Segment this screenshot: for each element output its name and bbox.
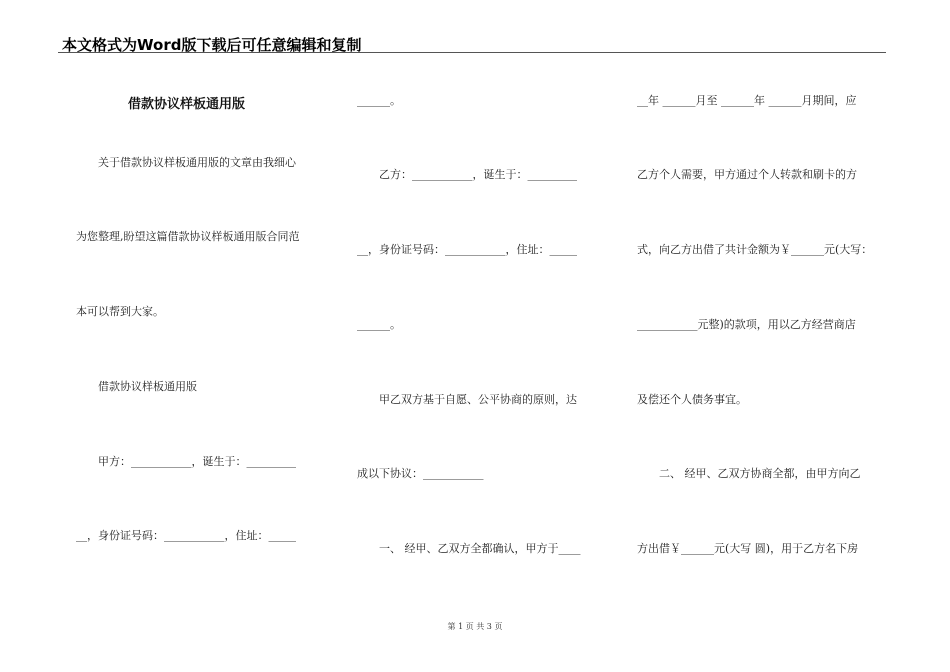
text-line: ______。 bbox=[357, 94, 401, 107]
text-line: 式，向乙方出借了共计金额为￥______元(大写： bbox=[637, 243, 873, 256]
text-line: 方出借￥______元(大写 圆)，用于乙方名下房 bbox=[637, 542, 859, 555]
text-line: ______。 bbox=[357, 318, 401, 331]
text-line: __，身份证号码：___________，住址：_____ bbox=[76, 529, 296, 542]
text-line: 关于借款协议样板通用版的文章由我细心 bbox=[76, 156, 296, 169]
header-divider bbox=[58, 52, 886, 53]
text-line: __，身份证号码：___________，住址：_____ bbox=[357, 243, 577, 256]
text-line: 一、 经甲、乙双方全都确认，甲方于____ bbox=[357, 542, 581, 555]
document-title: 借款协议样板通用版 bbox=[128, 97, 246, 112]
document-header: 本文格式为Word版下载后可任意编辑和复制 bbox=[62, 36, 362, 54]
page-number: 第 1 页 共 3 页 bbox=[447, 622, 503, 631]
text-line: ___________元整)的款项，用以乙方经营商店 bbox=[637, 318, 856, 331]
text-line: 甲方：___________，诞生于：_________ bbox=[76, 455, 296, 468]
text-line: 乙方：___________，诞生于：_________ bbox=[357, 168, 577, 181]
text-line: 本可以帮到大家。 bbox=[76, 305, 164, 318]
text-line: 甲乙双方基于自愿、公平协商的原则，达 bbox=[357, 393, 577, 406]
text-line: 及偿还个人债务事宜。 bbox=[637, 393, 747, 406]
text-line: 成以下协议：___________ bbox=[357, 467, 484, 480]
text-line: 乙方个人需要，甲方通过个人转款和刷卡的方 bbox=[637, 168, 857, 181]
text-line: 为您整理,盼望这篇借款协议样板通用版合同范 bbox=[76, 230, 300, 243]
text-line: 借款协议样板通用版 bbox=[76, 380, 197, 393]
text-line: __年 ______月至 ______年 ______月期间，应 bbox=[637, 94, 857, 107]
text-line: 二、 经甲、乙双方协商全都，由甲方向乙 bbox=[637, 467, 861, 480]
